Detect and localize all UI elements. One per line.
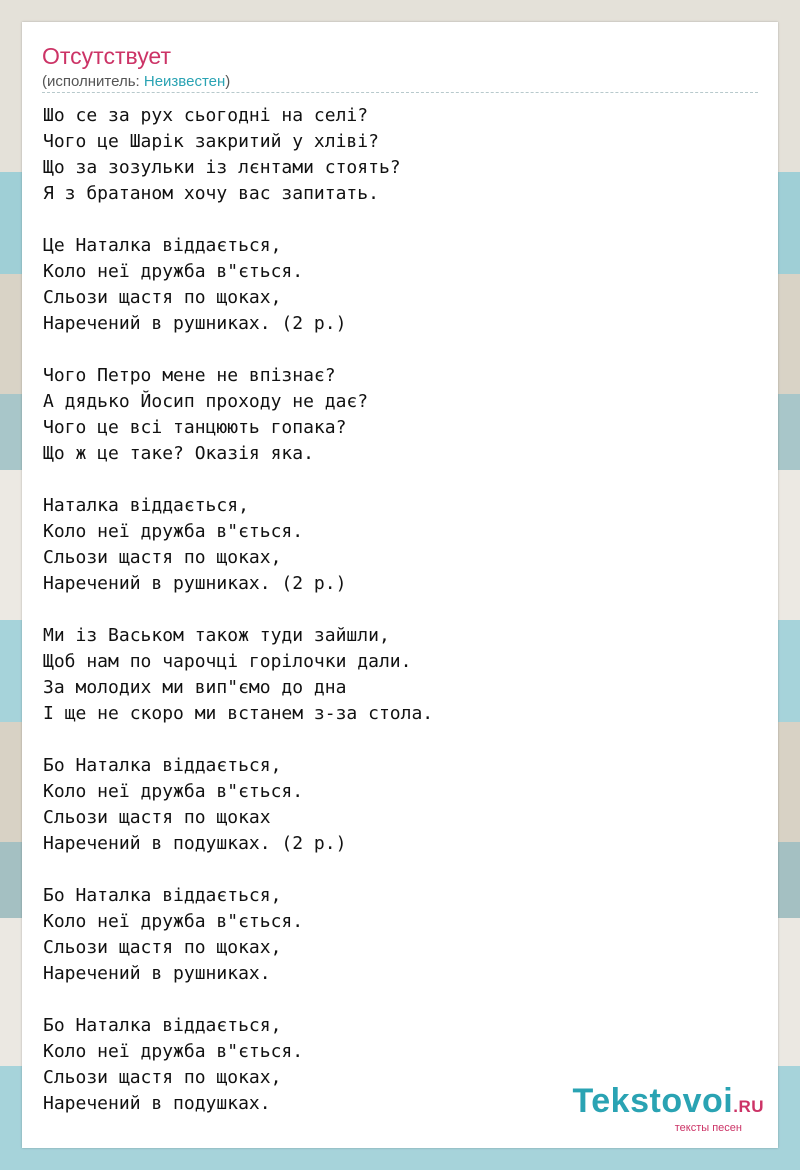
divider (42, 92, 758, 93)
site-logo[interactable] (573, 1084, 764, 1134)
lyrics-card (22, 22, 778, 1148)
logo-domain: .RU (733, 1097, 764, 1116)
logo-name: Tekstovoi (572, 1082, 734, 1120)
artist-link[interactable]: Неизвестен (143, 73, 226, 90)
lyrics-text: Шо се за рух сьогодні на селі? Чого це Шарік закритий у хліві? Що за зозульки із лєнтами стоять? Я з братаном хочу вас запитать. Це Наталка віддається, Коло неї дружба в"ється. Сльози щастя по щоках, Наречений в рушниках. (2 р.) Чого Петро мене не впізнає? А дядько Йосип проходу не дає? Чого це всі танцюють гопака? Що ж це таке? Оказія яка. Наталка віддається, Коло неї дружба в"ється. Сльози щастя по щоках, Наречений в рушниках. (2 р.) Ми із Васьком також туди зайшли, Щоб нам по чарочці горілочки дали. За молодих ми вип"ємо до дна І ще не скоро ми встанем з-за стола. Бо Наталка віддається, Коло неї дружба в"ється. Сльози щастя по щоках Наречений в подушках. (2 р.) Бо Наталка віддається, Коло неї дружба в"ється. Сльози щастя по щоках, Наречений в рушниках. Бо Наталка віддається, Коло неї дружба в"ється. Сльози щастя по щоках, Наречений в подушках. (43, 105, 434, 1114)
artist-suffix: ) (225, 73, 231, 90)
artist-line (42, 72, 230, 92)
song-title: Отсутствует (42, 43, 171, 69)
artist-prefix: (исполнитель: (42, 73, 144, 90)
logo-tagline: тексты песен (674, 1122, 742, 1134)
